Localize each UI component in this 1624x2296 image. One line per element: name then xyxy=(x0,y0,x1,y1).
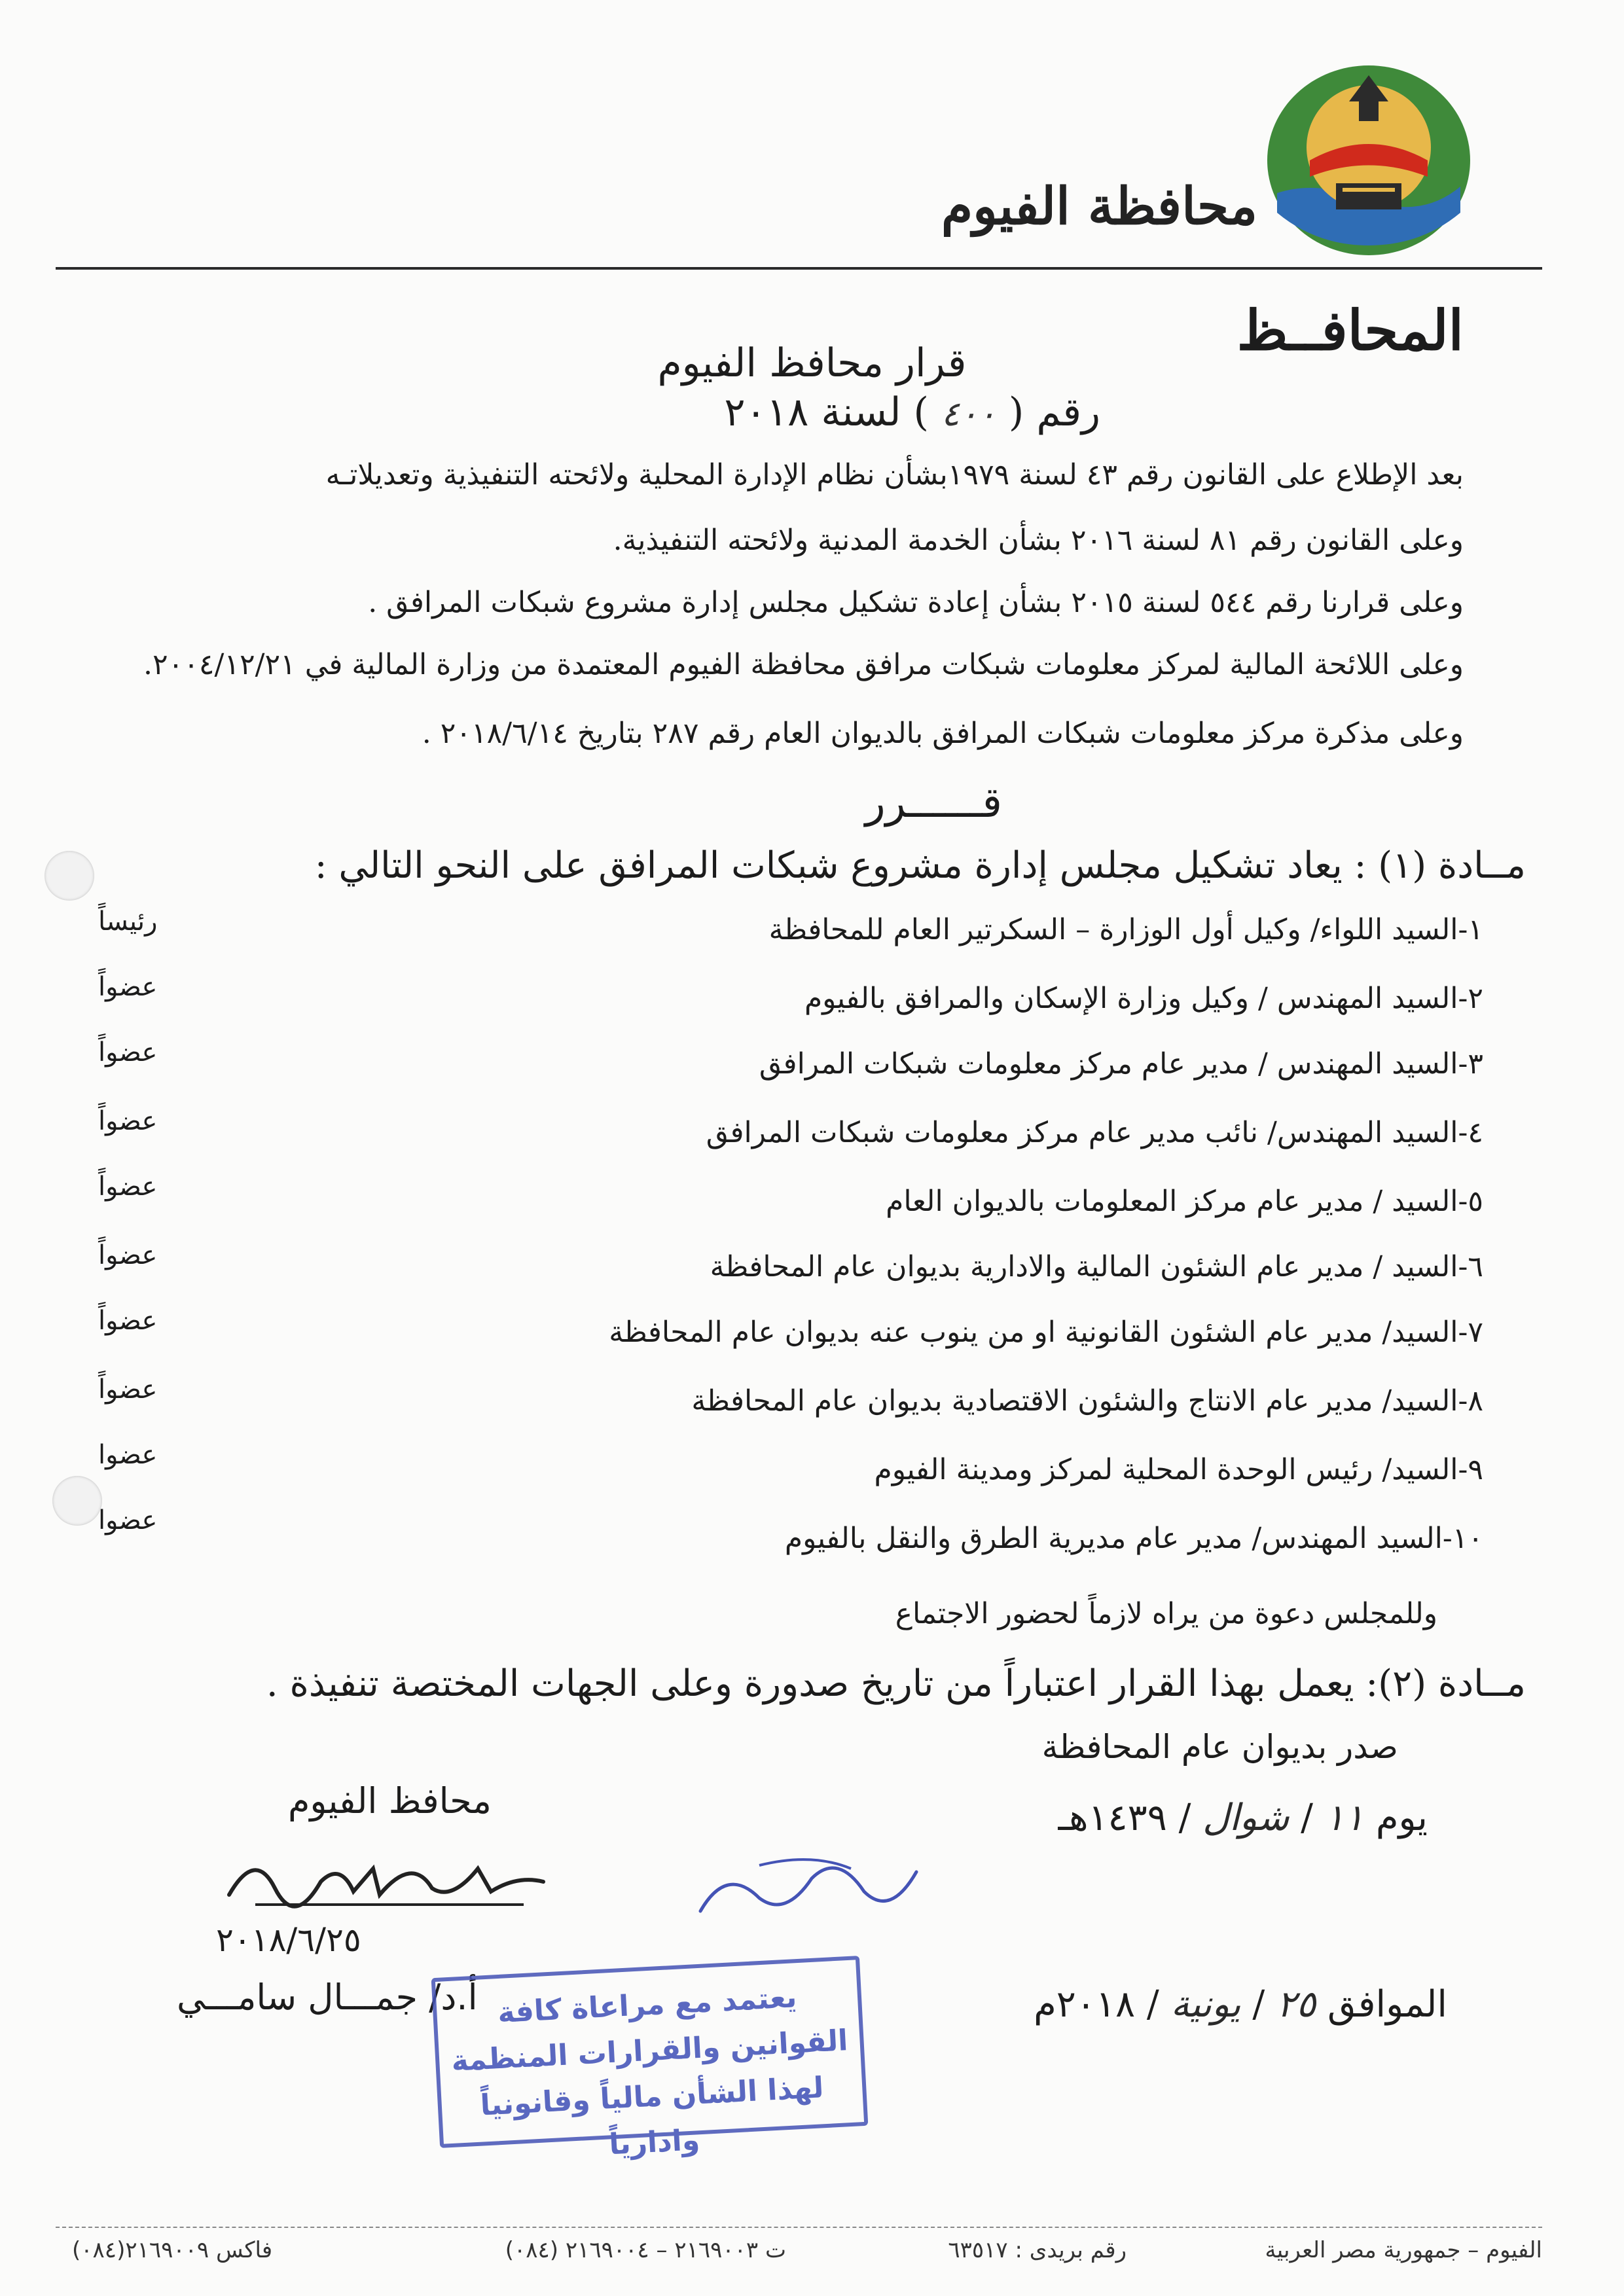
footer-divider xyxy=(56,2227,1542,2228)
member-role: عضواً xyxy=(98,1374,158,1405)
signatory-name: أ.د/ جمـــال سامـــي xyxy=(177,1977,478,2018)
hijri-date-prefix: يوم xyxy=(1375,1797,1428,1839)
footer-postal: رقم بريدى : ٦٣٥١٧ xyxy=(948,2237,1127,2263)
stamp-line: يعتمد مع مراعاة كافة xyxy=(497,1981,798,2030)
decision-number-suffix: ) لسنة ٢٠١٨ xyxy=(724,389,929,435)
member-item: ٢-السيد المهندس / وكيل وزارة الإسكان والمرافق بالفيوم xyxy=(804,982,1483,1015)
member-role: عضواً xyxy=(98,1037,158,1067)
member-item: ٧-السيد/ مدير عام الشئون القانونية او من ينوب عنه بديوان عام المحافظة xyxy=(609,1316,1483,1349)
gregorian-day: ٢٥ xyxy=(1276,1983,1316,2026)
preamble-line: وعلى اللائحة المالية لمركز معلومات شبكات مرافق محافظة الفيوم المعتمدة من وزارة المالية في ٢٠٠٤/١٢/٢١. xyxy=(143,648,1464,681)
decision-number-prefix: رقم ( xyxy=(1008,389,1100,435)
office-title: المحافــظ xyxy=(1236,298,1464,363)
handwritten-initials xyxy=(681,1839,956,1937)
member-role: عضواً xyxy=(98,1106,158,1136)
member-role: عضواً xyxy=(98,1240,158,1270)
punch-hole xyxy=(45,851,94,901)
approval-stamp xyxy=(431,1956,869,2162)
member-role: عضواً xyxy=(98,1172,158,1202)
member-role: رئيساً xyxy=(98,906,158,937)
hijri-year: / ١٤٣٩هـ xyxy=(1058,1797,1191,1839)
punch-hole xyxy=(52,1476,102,1526)
stamp-line: القوانين والقرارات المنظمة xyxy=(450,2024,849,2078)
preamble-line: وعلى مذكرة مركز معلومات شبكات المرافق بالديوان العام رقم ٢٨٧ بتاريخ ٢٠١٨/٦/١٤ . xyxy=(422,717,1464,750)
member-role: عضواً xyxy=(98,1306,158,1336)
member-role: عضواً xyxy=(98,972,158,1002)
decision-number xyxy=(724,389,1100,435)
header-divider xyxy=(56,267,1542,270)
gregorian-year: / ٢٠١٨م xyxy=(1034,1983,1159,2026)
council-note: وللمجلس دعوة من يراه لازماً لحضور الاجتماع xyxy=(895,1597,1437,1630)
footer-fax: فاكس ٢١٦٩٠٠٩(٠٨٤) xyxy=(72,2237,273,2263)
member-item: ٤-السيد المهندس/ نائب مدير عام مركز معلومات شبكات المرافق xyxy=(706,1116,1483,1149)
member-item: ١٠-السيد المهندس/ مدير عام مديرية الطرق والنقل بالفيوم xyxy=(784,1522,1483,1555)
footer-phone: ت ٢١٦٩٠٠٣ – ٢١٦٩٠٠٤ (٠٨٤) xyxy=(505,2237,786,2263)
preamble-line: وعلى قرارنا رقم ٥٤٤ لسنة ٢٠١٥ بشأن إعادة تشكيل مجلس إدارة مشروع شبكات المرافق . xyxy=(368,586,1464,619)
member-role: عضوا xyxy=(98,1440,158,1470)
member-item: ١-السيد اللواء/ وكيل أول الوزارة – السكرتير العام للمحافظة xyxy=(768,913,1483,946)
gregorian-month: يونية xyxy=(1170,1983,1241,2026)
decision-number-value: ٤٠٠ xyxy=(941,395,996,434)
hijri-month: شوال xyxy=(1202,1797,1290,1839)
governorate-title: محافظة الفيوم xyxy=(941,177,1257,236)
signatory-title: محافظ الفيوم xyxy=(288,1780,492,1821)
hijri-day: ١١ xyxy=(1324,1797,1364,1839)
issued-at: صدر بديوان عام المحافظة xyxy=(1041,1728,1398,1766)
signature-date: ٢٠١٨/٦/٢٥ xyxy=(216,1921,361,1959)
handwritten-signature xyxy=(216,1842,556,1914)
verdict-heading: قــــــرر xyxy=(865,779,1002,827)
member-item: ٨-السيد/ مدير عام الانتاج والشئون الاقتصادية بديوان عام المحافظة xyxy=(691,1384,1483,1418)
footer-address: الفيوم – جمهورية مصر العربية xyxy=(1265,2237,1542,2263)
member-item: ٣-السيد المهندس / مدير عام مركز معلومات شبكات المرافق xyxy=(759,1047,1483,1081)
preamble-line: وعلى القانون رقم ٨١ لسنة ٢٠١٦ بشأن الخدمة المدنية ولائحته التنفيذية. xyxy=(613,524,1464,557)
governorate-emblem xyxy=(1264,62,1473,259)
article-2: مــادة (٢): يعمل بهذا القرار اعتباراً من تاريخ صدورة وعلى الجهات المختصة تنفيذة . xyxy=(266,1662,1526,1705)
member-item: ٥-السيد / مدير عام مركز المعلومات بالديوان العام xyxy=(886,1185,1483,1218)
hijri-date: يوم ١١ / شوال / ١٤٣٩هـ xyxy=(1058,1797,1428,1839)
preamble-line: بعد الإطلاع على القانون رقم ٤٣ لسنة ١٩٧٩بشأن نظام الإدارة المحلية ولائحته التنفيذية وتعديلاتـه xyxy=(325,458,1464,492)
stamp-line: لهذا الشأن مالياً وقانونياً وادارياً xyxy=(479,2071,825,2162)
article-1: مــادة (١) : يعاد تشكيل مجلس إدارة مشروع شبكات المرافق على النحو التالي : xyxy=(314,844,1526,887)
member-item: ٩-السيد/ رئيس الوحدة المحلية لمركز ومدينة الفيوم xyxy=(874,1453,1483,1486)
gregorian-date-prefix: الموافق xyxy=(1327,1983,1447,2026)
decision-title: قرار محافظ الفيوم xyxy=(657,340,967,386)
member-item: ٦-السيد / مدير عام الشئون المالية والادارية بديوان عام المحافظة xyxy=(710,1250,1483,1283)
gregorian-date: الموافق ٢٥ / يونية / ٢٠١٨م xyxy=(1034,1983,1447,2026)
member-role: عضوا xyxy=(98,1505,158,1535)
